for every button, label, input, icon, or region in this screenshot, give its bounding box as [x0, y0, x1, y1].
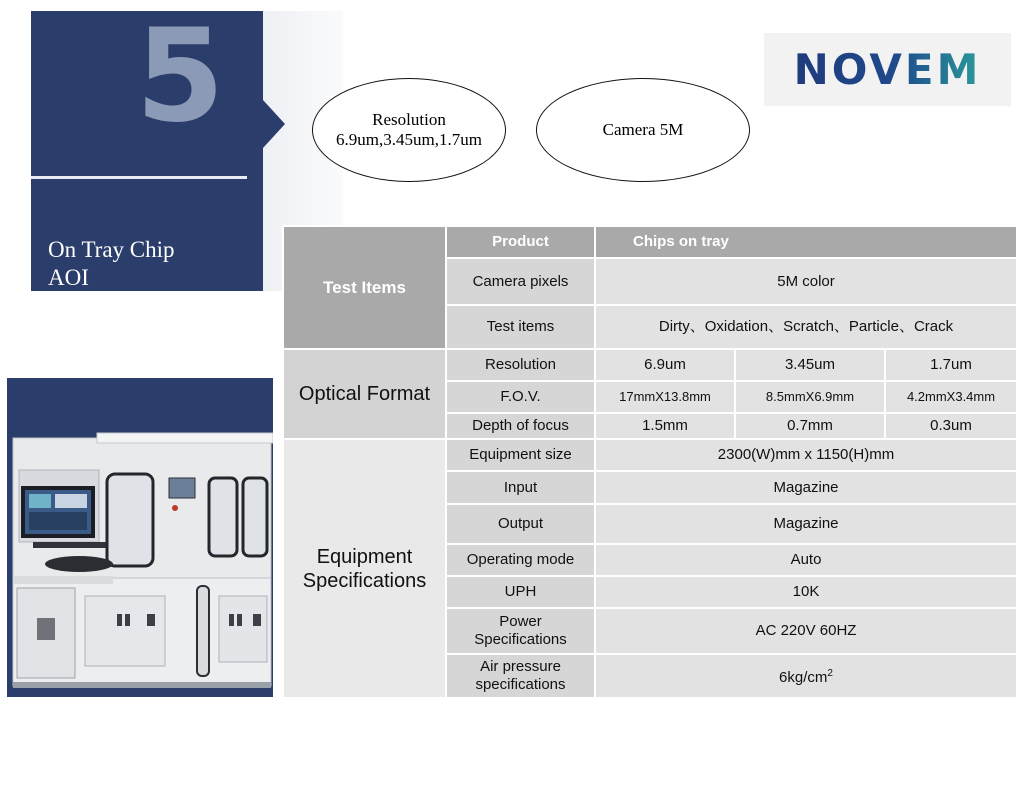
- page-title-line1: On Tray Chip: [48, 237, 175, 262]
- camera-pixels-value: 5M color: [595, 258, 1017, 305]
- depth-of-focus-label: Depth of focus: [446, 413, 595, 439]
- page-title: [48, 236, 258, 292]
- power-specifications-label: [446, 608, 595, 654]
- table-row: [283, 439, 1017, 471]
- uph-value: 10K: [595, 576, 1017, 608]
- camera-pixels-label: Camera pixels: [446, 258, 595, 305]
- test-items-value: Dirty、Oxidation、Scratch、Particle、Crack: [595, 305, 1017, 349]
- resolution-callout: [312, 78, 506, 182]
- resolution-callout-title: Resolution: [372, 110, 446, 129]
- resolution-label: Resolution: [446, 349, 595, 381]
- camera-callout: [536, 78, 750, 182]
- resolution-value-3: 1.7um: [885, 349, 1017, 381]
- operating-mode-value: Auto: [595, 544, 1017, 576]
- uph-label: UPH: [446, 576, 595, 608]
- company-logo: [764, 33, 1011, 106]
- depth-of-focus-value-3: 0.3um: [885, 413, 1017, 439]
- section-optical-format: Optical Format: [283, 349, 446, 439]
- depth-of-focus-value-2: 0.7mm: [735, 413, 885, 439]
- test-items-label: Test items: [446, 305, 595, 349]
- output-label: Output: [446, 504, 595, 544]
- resolution-callout-values: 6.9um,3.45um,1.7um: [336, 130, 482, 149]
- equipment-size-value: 2300(W)mm x 1150(H)mm: [595, 439, 1017, 471]
- resolution-value-2: 3.45um: [735, 349, 885, 381]
- power-label-line1: Power: [499, 612, 542, 630]
- fov-label: F.O.V.: [446, 381, 595, 413]
- machine-photo: [7, 378, 273, 697]
- product-value: Chips on tray: [595, 226, 1017, 258]
- air-pressure-label: [446, 654, 595, 698]
- aoi-machine-illustration: [7, 378, 273, 697]
- air-pressure-value-text: 6kg/cm: [779, 668, 828, 686]
- product-label: Product: [446, 226, 595, 258]
- power-label-line2: Specifications: [474, 630, 567, 648]
- equipment-size-label: Equipment size: [446, 439, 595, 471]
- table-header-row: [283, 226, 1017, 258]
- table-row: [283, 349, 1017, 381]
- air-pressure-unit-exponent: 2: [827, 667, 833, 679]
- section-number: 5: [135, 2, 225, 151]
- depth-of-focus-value-1: 1.5mm: [595, 413, 735, 439]
- air-pressure-label-line1: Air pressure: [480, 657, 561, 675]
- input-label: Input: [446, 471, 595, 503]
- fov-value-1: 17mmX13.8mm: [595, 381, 735, 413]
- spec-table: [282, 225, 1018, 699]
- section-equipment-line2: Specifications: [302, 569, 427, 592]
- operating-mode-label: Operating mode: [446, 544, 595, 576]
- section-test-items: Test Items: [283, 226, 446, 349]
- air-pressure-value: [595, 654, 1017, 698]
- section-equipment-line1: Equipment: [316, 545, 413, 568]
- section-equipment-specifications: [283, 439, 446, 698]
- logo-wordmark: NOVEM: [793, 45, 982, 94]
- fov-value-3: 4.2mmX3.4mm: [885, 381, 1017, 413]
- page-title-line2: AOI: [48, 265, 89, 290]
- camera-callout-text: Camera 5M: [602, 120, 684, 139]
- banner-arrow: [263, 100, 285, 148]
- air-pressure-label-line2: specifications: [475, 675, 566, 693]
- input-value: Magazine: [595, 471, 1017, 503]
- output-value: Magazine: [595, 504, 1017, 544]
- banner-divider: [31, 176, 247, 179]
- resolution-value-1: 6.9um: [595, 349, 735, 381]
- fov-value-2: 8.5mmX6.9mm: [735, 381, 885, 413]
- power-specifications-value: AC 220V 60HZ: [595, 608, 1017, 654]
